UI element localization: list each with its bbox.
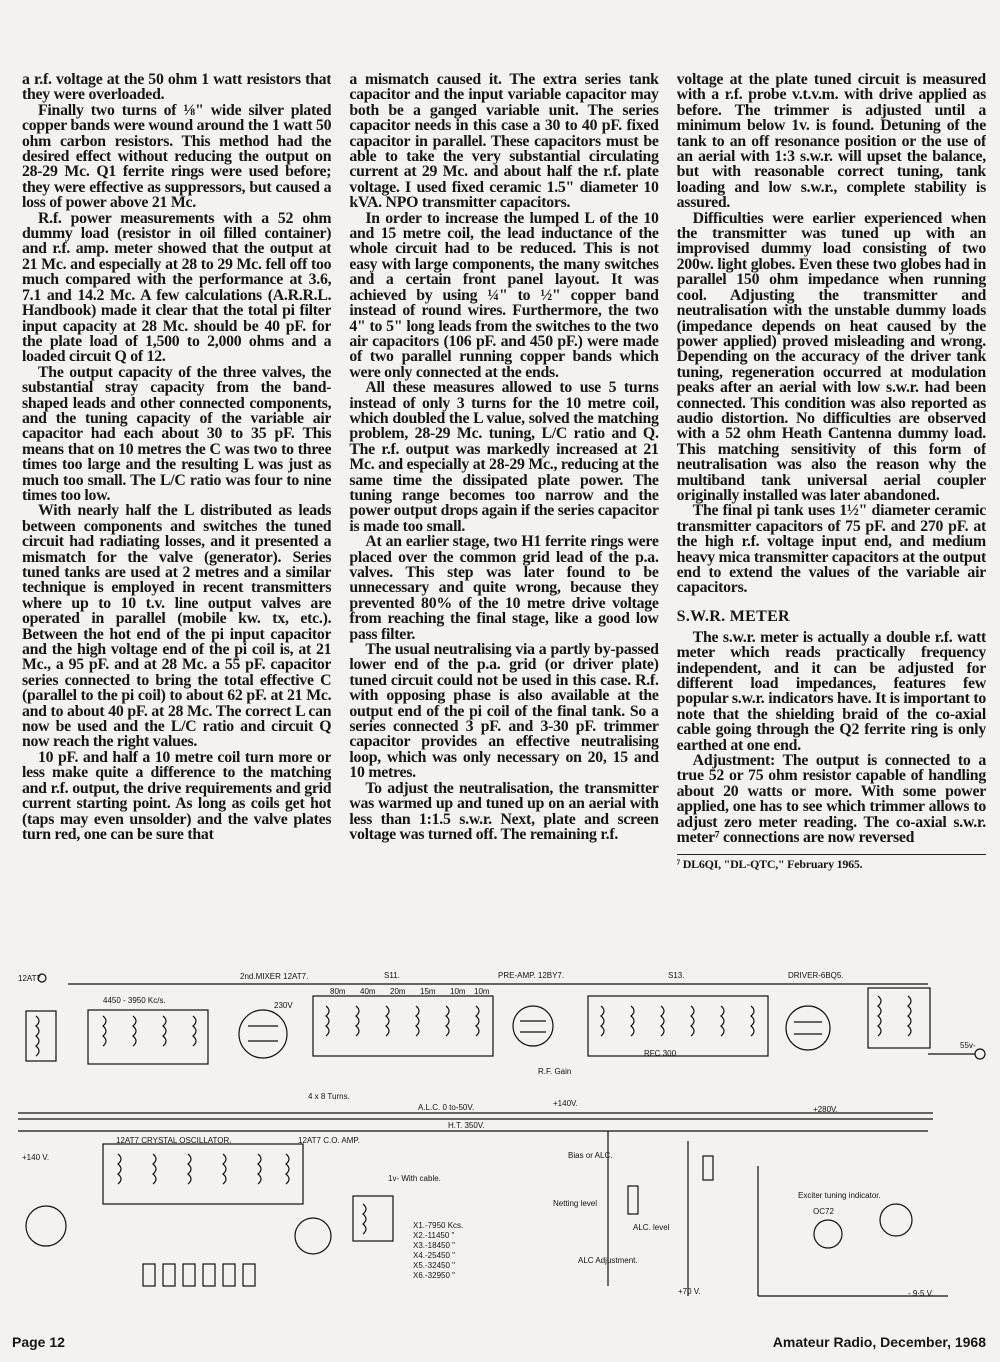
band-40m: 40m xyxy=(360,987,376,996)
xtal-list-1: X1.-7950 Kcs. xyxy=(413,1221,464,1230)
output-label: 55v- xyxy=(960,1041,976,1050)
crystal-osc-label: 12AT7 CRYSTAL OSCILLATOR. xyxy=(116,1136,232,1145)
body-paragraph: a mismatch caused it. The extra series tank capacitor and the input variable capacitor may both be a ganged variable unit. The series capacitor needs in this case a 30 to 40 pF. fixed capacitor in parallel. These capacitors must be able to take the very substantial circulating current at 29 Mc. and about half the r.f. plate voltage. I used fixed ceramic 1.5" diameter 10 kVA. NPO transmitter capacitors. xyxy=(349,72,659,212)
xtal-list-6: X6.-32950 " xyxy=(413,1271,455,1280)
plus280-label: +280V. xyxy=(813,1105,838,1114)
body-paragraph: R.f. power measurements with a 52 ohm dummy load (resistor in oil filled container) and r.f. amp. meter showed that the output at 21 Mc. and especially at 28 to 29 Mc. fell off too much compared with the performance at 3.6, 7.1 and 14.2 Mc. A few calculations (A.R.R.L. Handbook) made it clear that the total pi filter input capacity at 28 Mc. should be 40 pF. for the plate load of 1,500 to 2,000 ohms and a loaded circuit Q of 12. xyxy=(22,209,332,366)
ht-rail-label: H.T. 350V. xyxy=(448,1121,485,1130)
s11-label: S11. xyxy=(384,971,400,980)
tube-label-12at7: 12AT7 xyxy=(18,974,41,983)
column-1 xyxy=(22,72,331,962)
s13-label: S13. xyxy=(668,971,685,980)
preamp-label: PRE-AMP. 12BY7. xyxy=(498,971,565,980)
column-2 xyxy=(349,72,658,962)
body-paragraph: a r.f. voltage at the 50 ohm 1 watt resistors that they were overloaded. xyxy=(22,72,332,104)
bias-label: Bias or ALC. xyxy=(568,1151,613,1160)
circuit-schematic xyxy=(8,966,992,1304)
xtal-list-3: X3.-18450 " xyxy=(413,1241,455,1250)
body-paragraph: In order to increase the lumped L of the 10 and 15 metre coil, the lead inductance of the whole circuit had to be reduced. This is not easy with large components, the many switches and a certain front panel layout. It was achieved by using ¼" to ½" copper band instead of round wires. Furthermore, the two 4" to 5" long leads from the switches to the two air capacitors (106 pF. and 450 pF.) were made of two parallel running copper bands which were only connected at the ends. xyxy=(349,209,659,381)
body-paragraph: voltage at the plate tuned circuit is measured with a r.f. probe v.t.v.m. with drive applied as before. The trimmer is adjusted until a minimum below 1v. is found. Detuning of the tank to an off resonance position or the use of an aerial with 1:3 s.w.r. will upset the balance, but with reasonable correct tuning, tank loading and low s.w.r., complete stability is assured. xyxy=(676,72,986,212)
minus95-label: - 9·5 V. xyxy=(908,1289,934,1298)
footnote: ⁷ DL6QI, "DL-QTC," February 1965. xyxy=(676,856,863,871)
section-heading: S.W.R. METER xyxy=(676,607,790,625)
xtal-list-4: X4.-25450 " xyxy=(413,1251,455,1260)
publication-line: Amateur Radio, December, 1968 xyxy=(772,1334,986,1350)
freq-range-label: 4450 - 3950 Kc/s. xyxy=(103,996,166,1005)
body-paragraph: All these measures allowed to use 5 turns instead of only 3 turns for the 10 metre coil, which doubled the L value, solved the matching problem, 28-29 Mc. tuning, L/C ratio and Q. The r.f. output was markedly increased at 21 Mc. and especially at 28-29 Mc., reducing at the same time the dissipated plate power. The tuning range becomes too narrow and the power output drops again if the series capacitor is made too small. xyxy=(349,379,659,535)
plus140-label: +140 V. xyxy=(22,1153,50,1162)
band-10m-a: 10m xyxy=(450,987,466,996)
body-paragraph: The output capacity of the three valves, the substantial stray capacity from the band-shaped leads and other connected components, and the tuning capacity of the variable air capacitor had each about 30 to 35 pF. This means that on 10 metres the C was two to three times too large and the resulting L was just as much too small. The L/C ratio was four to nine times too low. xyxy=(22,363,332,504)
band-10m-b: 10m xyxy=(474,987,490,996)
netting-label: Netting level xyxy=(553,1199,598,1208)
mixer-label: 2nd.MIXER 12AT7. xyxy=(240,972,309,981)
alc-rail-label: A.L.C. 0 to-50V. xyxy=(418,1103,475,1112)
body-paragraph: Finally two turns of ⅛" wide silver plated copper bands were wound around the 1 watt 50 ohm carbon resistors. This method had the desired effect without reducing the output on 28-29 Mc. Q1 ferrite rings were used before; they were effective as suppressors, but caused a loss of power above 21 Mc. xyxy=(22,101,332,212)
rfc300-label: RFC 300 xyxy=(644,1049,677,1058)
with-cable-label: 1v- With cable. xyxy=(388,1174,441,1183)
alc-level-label: ALC. level xyxy=(633,1223,670,1232)
body-paragraph: Difficulties were earlier experienced when the transmitter was tuned up with an improvised dummy load consisting of two 200w. light globes. Even these two globes had in parallel 150 ohm impedance when running cool. Adjusting the transmitter and neutralisation with the unstable dummy loads (impedance depends on heat caused by the power applied) proved misleading and wrong. Depending on the accuracy of the driver tank tuning, regeneration occurred at modulation peaks after an aerial with low s.w.r. had been connected. This condition was also reported as audio distortion. No difficulties are observed with a 52 ohm Heath Cantenna dummy load. This matching sensitivity of this form of neutralisation was also the reason why the multiband tank universal aerial coupler originally installed was later abandoned. xyxy=(676,209,986,504)
ht140-label: +140V. xyxy=(553,1099,578,1108)
band-20m: 20m xyxy=(390,987,406,996)
driver-label: DRIVER-6BQ5. xyxy=(788,971,844,980)
plus70-label: +70 V. xyxy=(678,1287,701,1296)
co-amp-label: 12AT7 C.O. AMP. xyxy=(298,1136,360,1145)
xtal-list-2: X2.-11450 " xyxy=(413,1231,455,1240)
alc-adjust-label: ALC Adjustment. xyxy=(578,1256,638,1265)
body-paragraph: The s.w.r. meter is actually a double r.f. watt meter which reads practically frequency independent, and it can be adjusted for different load impedances, features few popular s.w.r. indicators have. It is important to note that the shielding braid of the co-axial cable going through the Q2 ferrite ring is only earthed at one end. xyxy=(676,628,986,754)
oc72-label: OC72 xyxy=(813,1207,834,1216)
band-15m: 15m xyxy=(420,987,436,996)
xtal-list-5: X5.-32450 " xyxy=(413,1261,455,1270)
band-80m: 80m xyxy=(330,987,346,996)
rf-gain-label: R.F. Gain xyxy=(538,1067,572,1076)
schematic-drawing xyxy=(8,966,992,1304)
body-paragraph: With nearly half the L distributed as leads between components and switches the tuned circuit had radiating losses, and it presented a mismatch for the valve (generator). Series tuned tanks are used at 2 metres and a similar technique is employed in recent transmitters where up to 10 t.v. line output valves are operated in parallel (mobile kw. tx, etc.). Between the hot end of the pi input capacitor and the high voltage end of the pi coil is, at 21 Mc., a 95 pF. and at 28 Mc. a 55 pF. capacitor series connected to bring the total effective C (parallel to the pi coil) to about 62 pF. at 21 Mc. and to about 40 pF. at 28 Mc. The correct L can now be used and the L/C ratio and circuit Q now reach the right values. xyxy=(22,502,332,751)
body-paragraph: Adjustment: The output is connected to a true 52 or 75 ohm resistor capable of handling about 20 watts or more. With some power applied, one has to see which trimmer allows to adjust zero meter reading. The co-axial s.w.r. meter⁷ connections are now reversed xyxy=(676,752,986,847)
v230-label: 230V xyxy=(274,1001,293,1010)
article-columns xyxy=(22,72,986,962)
footnote-divider xyxy=(677,854,986,855)
turns-label: 4 x 8 Turns. xyxy=(308,1092,350,1101)
body-paragraph: 10 pF. and half a 10 metre coil turn more or less make quite a difference to the matching and r.f. output, the drive requirements and grid current starting point. As long as coils get hot (taps may even unsolder) and the valve plates turn red, one can be sure that xyxy=(22,748,332,843)
body-paragraph: The final pi tank uses 1½" diameter ceramic transmitter capacitors of 75 pF. and 270 pF. at the high r.f. voltage input end, and medium heavy mica transmitter capacitors at the output end to extend the values of the variable air capacitors. xyxy=(676,502,986,597)
body-paragraph: The usual neutralising via a partly by-passed lower end of the p.a. grid (or driver plate) tuned circuit could not be used in this case. R.f. with opposing phase is also available at the output end of the pi coil of the final tank. So a series connected 3 pF. and 3-30 pF. trimmer capacitor provides an effective neutralising loop, which was only necessary on 20, 15 and 10 metres. xyxy=(349,641,659,782)
body-paragraph: To adjust the neutralisation, the transmitter was warmed up and tuned up on an aerial with less than 1:1.5 s.w.r. Next, plate and screen voltage was turned off. The remaining r.f. xyxy=(349,779,659,843)
body-paragraph: At an earlier stage, two H1 ferrite rings were placed over the common grid lead of the p.a. valves. This step was later found to be unnecessary and quite wrong, because they prevented 80% of the 10 metre drive voltage from reaching the final stage, like a good low pass filter. xyxy=(349,533,659,643)
page-footer xyxy=(12,1334,986,1354)
page-number: Page 12 xyxy=(12,1334,65,1350)
exciter-indicator-label: Exciter tuning indicator. xyxy=(798,1191,881,1200)
column-3 xyxy=(677,72,986,962)
schematic-labels xyxy=(18,971,976,1298)
